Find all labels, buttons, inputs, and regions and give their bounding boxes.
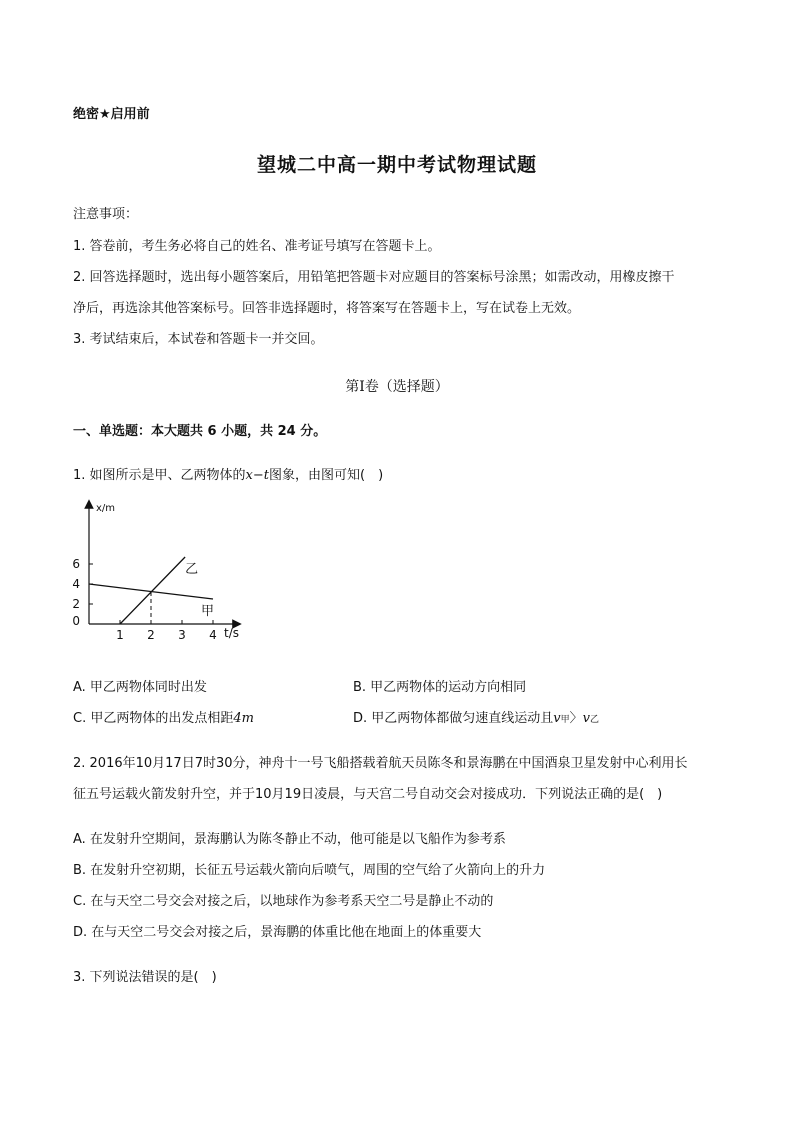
- notes-heading: 注意事项：: [73, 207, 139, 222]
- section-title: 第Ⅰ卷（选择题）: [345, 379, 449, 395]
- series-line-2: [120, 557, 185, 624]
- question-1-stem: [73, 464, 383, 483]
- note-item-2-line-2: 净后，再选涂其他答案标号。回答非选择题时，将答案写在答题卡上，写在试卷上无效。: [73, 301, 581, 316]
- exam-title: 望城二中高一期中考试物理试题: [256, 154, 537, 176]
- question-2-option-a[interactable]: A. 在发射升空期间，景海鹏认为陈冬静止不动，他可能是以飞船作为参考系: [73, 832, 506, 847]
- question-2-option-c[interactable]: C. 在与天空二号交会对接之后，以地球作为参考系天空二号是静止不动的: [73, 894, 494, 909]
- series-label-1: 甲: [201, 604, 215, 619]
- y-axis-label: x/m: [96, 503, 116, 514]
- option-d-sub1: 甲: [560, 715, 570, 725]
- option-d-sub2: 乙: [590, 715, 600, 725]
- y-tick-label-0: 0: [72, 614, 80, 628]
- x-axis-label: t/s: [224, 626, 239, 640]
- x-tick-label-1: 1: [116, 628, 124, 642]
- confidential-mark: 绝密★启用前: [73, 107, 150, 122]
- question-1-option-c[interactable]: [73, 707, 254, 726]
- part-heading: 一、单选题：本大题共 6 小题，共 24 分。: [73, 424, 327, 439]
- note-item-3: 3. 考试结束后，本试卷和答题卡一并交回。: [73, 332, 324, 347]
- option-c-text: C. 甲乙两物体的出发点相距: [73, 711, 234, 726]
- question-2-line-2: 征五号运载火箭发射升空，并于10月19日凌晨，与天宫二号自动交会对接成功．下列说法正确的是( ): [73, 787, 663, 802]
- question-1-option-d[interactable]: [353, 707, 599, 726]
- question-1-stem-post: 图象，由图可知( ): [269, 468, 384, 483]
- note-item-2-line-1: 2. 回答选择题时，选出每小题答案后，用铅笔把答题卡对应题目的答案标号涂黑；如需改动，用橡皮擦干: [73, 270, 675, 285]
- option-d-text: D. 甲乙两物体都做匀速直线运动且: [353, 711, 554, 726]
- question-2-option-d[interactable]: D. 在与天空二号交会对接之后，景海鹏的体重比他在地面上的体重要大: [73, 925, 482, 940]
- xt-graph: [62, 492, 262, 642]
- question-2-option-b[interactable]: B. 在发射升空初期，长征五号运载火箭向后喷气，周围的空气给了火箭向上的升力: [73, 863, 546, 878]
- question-1-option-b[interactable]: B. 甲乙两物体的运动方向相同: [353, 680, 527, 695]
- x-tick-label-2: 2: [147, 628, 155, 642]
- question-3-stem: 3. 下列说法错误的是( ): [73, 970, 217, 985]
- option-d-op: 〉: [569, 711, 583, 726]
- x-tick-label-3: 3: [178, 628, 186, 642]
- note-item-1: 1. 答卷前，考生务必将自己的姓名、准考证号填写在答题卡上。: [73, 239, 441, 254]
- series-label-2: 乙: [185, 562, 199, 577]
- question-1-stem-var: x−t: [245, 468, 269, 483]
- question-1-option-a[interactable]: A. 甲乙两物体同时出发: [73, 680, 207, 695]
- question-2-line-1: 2. 2016年10月17日7时30分，神舟十一号飞船搭载着航天员陈冬和景海鹏在中国酒泉卫星发射中心利用长: [73, 756, 688, 771]
- y-tick-label-6: 6: [72, 557, 80, 571]
- option-d-v1: v: [553, 711, 561, 726]
- question-1-stem-pre: 1. 如图所示是甲、乙两物体的: [73, 468, 246, 483]
- y-tick-label-4: 4: [72, 577, 80, 591]
- option-c-value: 4m: [233, 711, 254, 726]
- option-d-v2: v: [582, 711, 591, 726]
- y-tick-label-2: 2: [72, 597, 80, 611]
- x-tick-label-4: 4: [209, 628, 217, 642]
